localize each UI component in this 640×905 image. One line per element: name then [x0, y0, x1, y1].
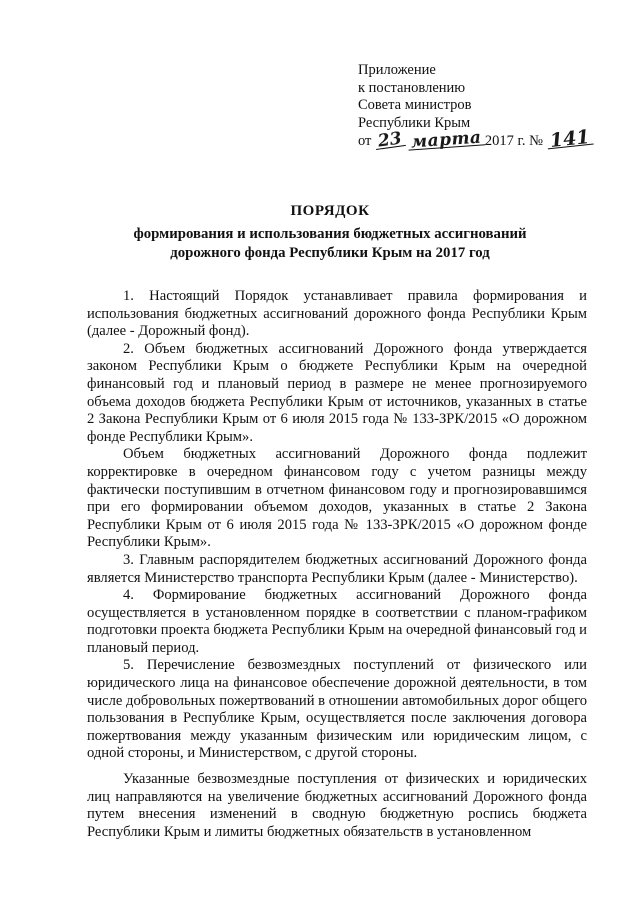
title-line-3: дорожного фонда Республики Крым на 2017 год — [170, 245, 490, 261]
document-body — [87, 288, 587, 841]
paragraph-1: 1. Настоящий Порядок устанавливает правила формирования и использования бюджетных ассигнований дорожного фонда Республики Крым (далее - Дорожный фонд). — [87, 288, 587, 340]
appendix-line-4: Республики Крым — [358, 114, 471, 131]
appendix-line-3: Совета министров — [358, 97, 472, 114]
document-title — [60, 202, 600, 263]
handwritten-doc-number: 141 — [546, 130, 593, 150]
date-prefix: от — [358, 133, 372, 150]
paragraph-5: 5. Перечисление безвозмездных поступлений от физического или юридического лица на финансовое обеспечение дорожной деятельности, в том числе добровольных пожертвований в отношении автомобильных дорог общего пользования в Республике Крым, осуществляется после заключения договора пожертвования между указанным физическим или юридическим лицом, с одной стороны, и Министерством, с другой стороны. — [87, 657, 587, 762]
paragraph-2-continued: Объем бюджетных ассигнований Дорожного фонда подлежит корректировке в очередном финансовом году с учетом разницы между фактически поступившим в отчетном финансовом году и прогнозировавшимся при его формировании объемом доходов, указанных в статье 2 Закона Республики Крым от 6 июля 2015 года № 133-ЗРК/2015 «О дорожном фонде Республики Крым». — [87, 446, 587, 551]
title-line-2: формирования и использования бюджетных ассигнований — [133, 226, 527, 242]
paragraph-3: 3. Главным распорядителем бюджетных ассигнований Дорожного фонда является Министерство транспорта Республики Крым (далее - Министерство). — [87, 551, 587, 586]
paragraph-4: 4. Формирование бюджетных ассигнований Дорожного фонда осуществляется в установленном порядке в соответствии с планом-графиком подготовки проекта бюджета Республики Крым на очередной финансовый год и плановый период. — [87, 587, 587, 656]
handwritten-day: 23 — [374, 131, 405, 150]
handwritten-month: марта — [408, 131, 485, 151]
appendix-line-1: Приложение — [358, 62, 436, 78]
paragraph-5-continued: Указанные безвозмездные поступления от физических и юридических лиц направляются на увеличение бюджетных ассигнований Дорожного фонда путем внесения изменений в сводную бюджетную роспись бюджета Республики Крым и лимиты бюджетных обязательств в установленном — [87, 771, 587, 840]
paragraph-2: 2. Объем бюджетных ассигнований Дорожного фонда утверждается законом Республики Крым о бюджете Республики Крым на очередной финансовый год и плановый период в размере не менее прогнозируемого объема доходов бюджета Республики Крым от источников, указанных в статье 2 Закона Республики Крым от 6 июля 2015 года № 133-ЗРК/2015 «О дорожном фонде Республики Крым». — [87, 340, 587, 445]
appendix-date-line — [358, 126, 592, 153]
appendix-header — [358, 62, 592, 151]
appendix-line-2: к постановлению — [358, 79, 466, 96]
title-main: ПОРЯДОК — [290, 203, 370, 219]
date-year: 2017 г. № — [484, 133, 543, 150]
